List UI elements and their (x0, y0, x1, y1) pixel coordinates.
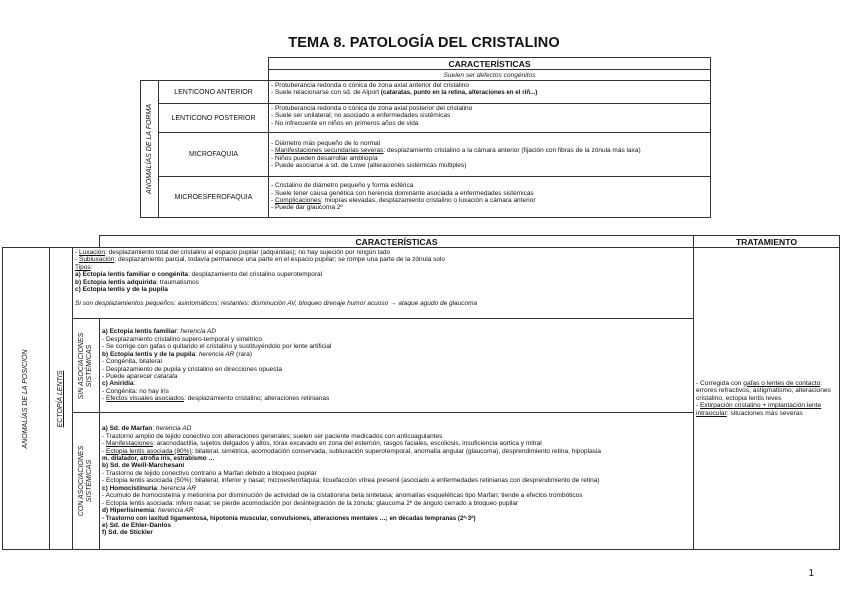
treatment-cell: - Corregida con gafas o lentes de contacto: errores refractivos, astigmatismo, alteraciones cristalino, ectopia lentis leves - Extirpación cristalino + implantación lente intraocular: situaciones más severas (694, 248, 840, 550)
row-description: - Protuberancia redonda o cónica de zona axial anterior del cristalino - Suele relacionarse con sd. de Alport (cataratas, punto en la retina, alteraciones en el riñ...) (269, 81, 711, 104)
subgroup-label: ECTOPÍA LENTIS (56, 370, 64, 427)
general-description: - Luxación: desplazamiento total del cristalino al espacio pupilar (adquiridas); no hay sujeción por ningún lado - Subluxación: desplazamiento parcial, todavía permanece una parte en el espacio pupilar; se rompe una parte de la zónula solo Tipos: a) Ectopia lentis familiar o congénita: desplazamiento del cristalino superotemporal b) Ectopia lentis adquirida: traumatismos c) Ectopia lentis y de la pupila Si son desplazamientos pequeños: asintomáticos; restantes: disminución AV, bloqueo drenaje humor acuoso → ataque agudo de glaucoma (73, 248, 694, 319)
con-asociaciones-cell (73, 413, 100, 550)
group-label: ANOMALÍAS DE LA FORMA (145, 104, 153, 194)
row-name: LENTICONO ANTERIOR (159, 81, 269, 104)
group-label-cell (3, 248, 50, 550)
con-asociaciones-label: CON ASOCIACIONES SISTÉMICAS (77, 445, 93, 517)
congenital-note: Suelen ser defectos congénitos (269, 70, 711, 81)
row-description: - Cristalino de diámetro pequeño y forma esférica - Suele tener causa genética con herencia dominante asociada a enfermedades sistémicas - Complicaciones: miopías elevadas, desplazamiento cristalino o luxación a cámara anterior - Puede dar glaucoma 2º (269, 177, 711, 218)
group-label: ANOMALÍAS DE LA POSICIÓN (21, 349, 29, 448)
group-label-cell (141, 81, 159, 218)
page-title: TEMA 8. PATOLOGÍA DEL CRISTALINO (288, 35, 560, 51)
shape-anomalies-table (140, 57, 711, 218)
position-anomalies-table (2, 235, 840, 550)
row-name: LENTICONO POSTERIOR (159, 104, 269, 133)
page-number: 1 (808, 568, 814, 579)
row-description: - Protuberancia redonda o cónica de zona axial posterior del cristalino - Suele ser unilateral; no asociado a enfermedades sistémicas - No infrecuente en niños en primeros años de vida (269, 104, 711, 133)
characteristics-header: CARACTERÍSTICAS (100, 236, 694, 248)
row-name: MICROESFEROFAQUIA (159, 177, 269, 218)
characteristics-header: CARACTERÍSTICAS (269, 58, 711, 70)
subgroup-label-cell (50, 248, 73, 550)
sin-asociaciones-label: SIN ASOCIACIONES SISTÉMICAS (77, 332, 93, 399)
row-description: - Diámetro más pequeño de lo normal - Manifestaciones secundarias severas: desplazamiento cristalino a la cámara anterior (fijación con fibras de la zónula más laxa) - Niños pueden desarrollar ambliopía - Puede asociarse a sd. de Lowe (alteraciones sistémicas múltiples) (269, 133, 711, 177)
sin-asociaciones-description: a) Ectopia lentis familiar: herencia AD - Desplazamiento cristalino supero-temporal y simétrico - Se corrige con gafas o quitando el cristalino y sustituyéndolo por lente artificial b) Ectopia lentis y de la pupila: herencia AR (rara) - Congénita, bilateral - Desplazamiento de pupila y cristalino en direcciones opuesta - Puede aparecer catarata c) Aniridia: - Congénita: no hay iris - Efectos visuales asociados: desplazamiento cristalino; alteraciones retinianas (100, 319, 694, 413)
treatment-header: TRATAMIENTO (694, 236, 840, 248)
sin-asociaciones-cell (73, 319, 100, 413)
row-name: MICROFAQUIA (159, 133, 269, 177)
con-asociaciones-description: a) Sd. de Marfan: herencia AD - Trastorno amplio de tejido conectivo con alteraciones generales; suelen ser paciente medicados con anticoagulantes - Manifestaciones: aracnodactilia, sujetos delgados y altos, tórax excavado en zona del esternón, rasgos faciales, escoliosis, insuficiencia aortica y mitral - Ectopia lentis asociada (80%): bilateral, simétrica, acomodación conservada, subluxación superotemporal, anomalía angular (glaucoma), desprendimiento retina, hipoplasia m. dilatador, atrofia iris, estrabismo … b) Sd. de Weill-Marchesani - Trastorno de tejido conectivo contrario a Marfan debido a bloqueo pupilar - Ectopia lentis asociada (50%): bilateral, inferior y nasal; microesferofaquia; licuefacción vítrea presenil (asociado a enfermedades retinianas con desprendimiento de retina) c) Homocistinuria: herencia AR - Acumulo de homocisteína y metionina por disminución de actividad de la cistationina beta sintetasa; anomalías esqueléticas tipo Marfan; tiende a efectos trombóticos - Ectopia lentis asociada: infero nasal; se pierde acomodación por desintegración de la zónula; glaucoma 2º de ángulo cerrado a bloqueo pupilar d) Hiperlisinemia: herencia AR - Trastorno con laxitud ligamentosa, hipotonía muscular, convulsiones, alteraciones mentales …; en décadas tempranas (2ª-3ª) e) Sd. de Ehler-Danlos f) Sd. de Stickler (100, 413, 694, 550)
